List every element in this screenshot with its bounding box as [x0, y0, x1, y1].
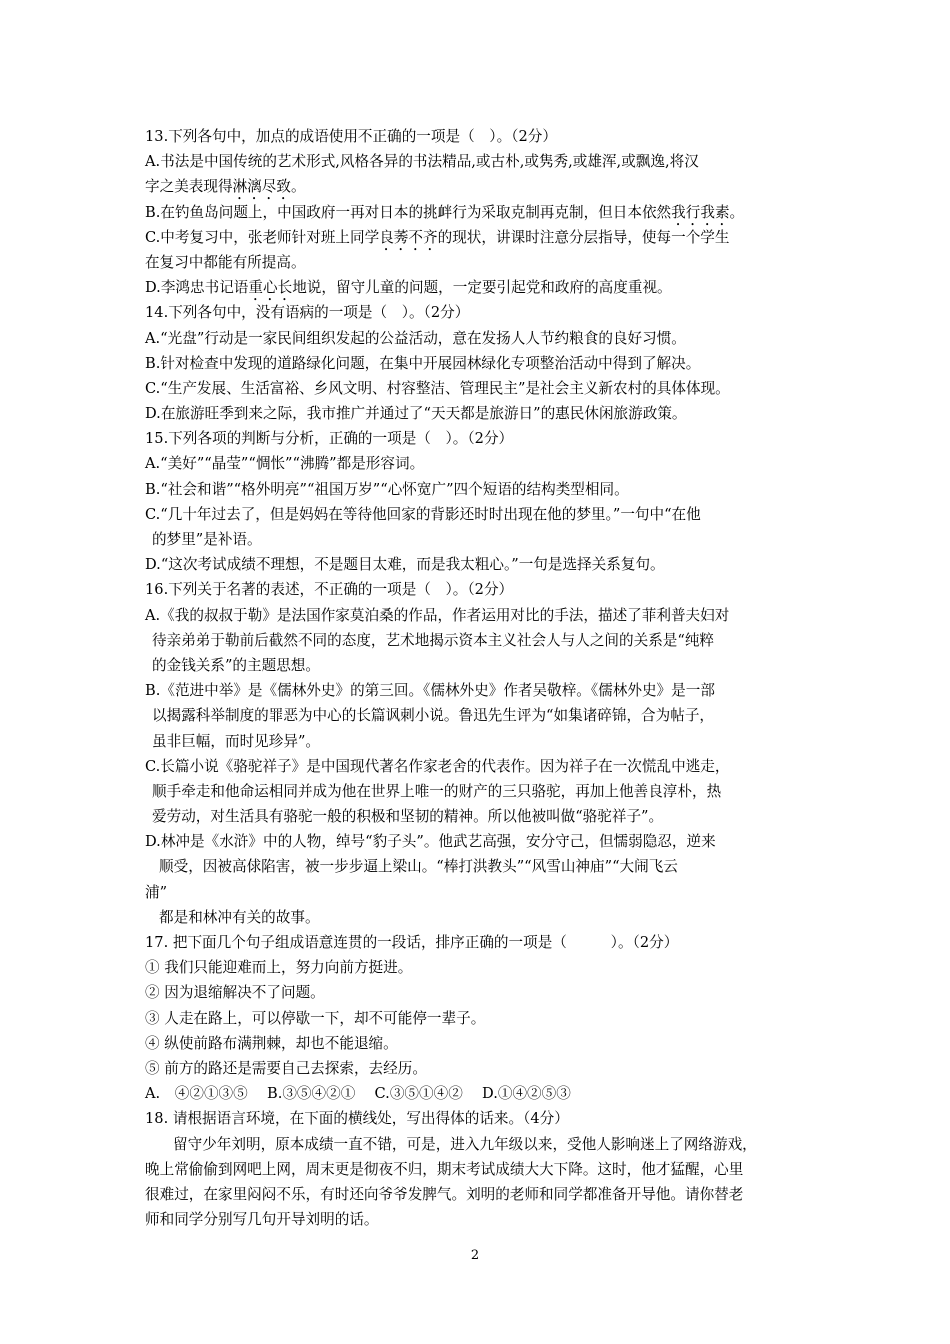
q18-passage-line2: 晚上常偷偷到网吧上网，周末更是彻夜不归，期末考试成绩大大下降。这时，他才猛醒，心里 [145, 1160, 744, 1178]
q16-option-d-line1: D.林冲是《水浒》中的人物，绰号“豹子头”。他武艺高强，安分守己，但懦弱隐忍，逆来 [145, 833, 716, 851]
q14-option-a: A.“光盘”行动是一家民间组织发起的公益活动，意在发扬人人节约粮食的良好习惯。 [145, 329, 686, 347]
q13-stem: 13.下列各句中，加点的成语使用不正确的一项是（ ）。（2分） [145, 128, 557, 145]
q17-options: A. ④②①③⑤ B.③⑤④②① C.③⑤①④② D.①④②⑤③ [145, 1085, 571, 1103]
q13-c-text: C.中考复习中，张老师针对班上同学 [145, 228, 380, 246]
page-number: 2 [470, 1248, 480, 1263]
q16-option-b-line1: B.《范进中举》是《儒林外史》的第三回。《儒林外史》作者吴敬梓。《儒林外史》是一部 [145, 682, 715, 700]
q16-option-a-line2: 待亲弟弟于勒前后截然不同的态度，艺术地揭示资本主义社会人与人之间的关系是“纯粹 [152, 631, 715, 649]
q15-option-c-line1: C.“几十年过去了，但是妈妈在等待他回家的背影还时时出现在他的梦里。”一句中“在他 [145, 505, 701, 523]
q15-option-a: A.“美好”“晶莹”“惆怅”“沸腾”都是形容词。 [145, 455, 425, 473]
q17-stem: 17. 把下面几个句子组成语意连贯的一段话，排序正确的一项是（ ）。（2分） [145, 934, 679, 951]
q16-option-a-line1: A.《我的叔叔于勒》是法国作家莫泊桑的作品，作者运用对比的手法，描述了菲利普夫妇对 [145, 606, 730, 624]
q18-passage-line1: 留守少年刘明，原本成绩一直不错，可是，进入九年级以来，受他人影响迷上了网络游戏， [173, 1135, 757, 1153]
q16-option-d-line4: 都是和林冲有关的故事。 [159, 908, 320, 926]
q13-option-d [145, 275, 825, 300]
q16-option-c-line1: C.长篇小说《骆驼祥子》是中国现代著名作家老舍的代表作。因为祥子在一次慌乱中逃走， [145, 757, 730, 775]
q18-passage-line4: 师和同学分别写几句开导刘明的话。 [145, 1211, 379, 1229]
q16-option-b-line3: 虽非巨幅，而时见珍异”。 [152, 732, 320, 750]
q17-sentence-4: ④ 纵使前路布满荆棘，却也不能退缩。 [145, 1034, 398, 1052]
q17-sentence-5: ⑤ 前方的路还是需要自己去探索，去经历。 [145, 1059, 427, 1077]
q16-option-d-line2: 顺受，因被高俅陷害，被一步步逼上梁山。“棒打洪教头”“风雪山神庙”“大闹飞云 [159, 858, 678, 876]
q14-option-b: B.针对检查中发现的道路绿化问题，在集中开展园林绿化专项整治活动中得到了解决。 [145, 354, 701, 372]
q13-option-a-line2 [145, 174, 825, 199]
q13-option-b [145, 200, 825, 225]
q16-stem: 16.下列关于名著的表述，不正确的一项是（ ）。（2分） [145, 581, 514, 599]
page-content [145, 124, 825, 1232]
q16-option-d-line3: 浦” [145, 883, 168, 901]
q13-option-a-line1: A.书法是中国传统的艺术形式,风格各异的书法精品,或古朴,或隽秀,或雄浑,或飘逸,将汉 [145, 153, 699, 171]
q16-option-a-line3: 的金钱关系”的主题思想。 [152, 656, 320, 674]
q16-option-c-line3: 爱劳动，对生活具有骆驼一般的积极和坚韧的精神。所以他被叫做“骆驼祥子”。 [152, 808, 664, 826]
q13-b-text: B.在钓鱼岛问题上，中国政府一再对日本的挑衅行为采取克制再克制，但日本依然 [145, 203, 672, 221]
q13-b-end: 。 [729, 203, 745, 221]
q13-a-dotted-idiom: 淋漓尽致 [232, 178, 291, 196]
q14-option-d: D.在旅游旺季到来之际，我市推广并通过了“天天都是旅游日”的惠民休闲旅游政策。 [145, 405, 687, 423]
q13-c-rest: 的现状，讲课时注意分层指导，使每一个学生 [437, 228, 730, 246]
q13-d-rest: 地说，留守儿童的问题，一定要引起党和政府的高度重视。 [292, 279, 672, 297]
q15-option-b: B.“社会和谐”“格外明亮”“祖国万岁”“心怀宽广”四个短语的结构类型相同。 [145, 480, 629, 498]
q13-b-dotted-idiom: 我行我素 [671, 203, 730, 221]
q15-option-c-line2: 的梦里”是补语。 [152, 531, 262, 548]
q17-sentence-3: ③ 人走在路上，可以停歇一下，却不可能停一辈子。 [145, 1009, 486, 1027]
q13-a-text: 字之美表现得 [145, 178, 233, 196]
q18-passage-line3: 很难过，在家里闷闷不乐，有时还向爷爷发脾气。刘明的老师和同学都准备开导他。请你替老 [145, 1185, 744, 1203]
q16-option-b-line2: 以揭露科举制度的罪恶为中心的长篇讽刺小说。鲁迅先生评为“如集诸碎锦，合为帖子， [152, 707, 715, 725]
q13-option-c-line1 [145, 225, 825, 250]
q14-stem: 14.下列各句中，没有语病的一项是（ ）。（2分） [145, 304, 470, 322]
q16-option-c-line2: 顺手牵走和他命运相同并成为他在世界上唯一的财产的三只骆驼，再加上他善良淳朴，热 [152, 782, 722, 800]
q17-sentence-1: ① 我们只能迎难而上，努力向前方挺进。 [145, 959, 413, 977]
q13-a-end: 。 [290, 178, 306, 196]
q18-stem: 18. 请根据语言环境，在下面的横线处，写出得体的话来。（4分） [145, 1110, 569, 1128]
q15-option-d: D.“这次考试成绩不理想，不是题目太难，而是我太粗心。”一句是选择关系复句。 [145, 556, 665, 574]
q15-stem: 15.下列各项的判断与分析，正确的一项是（ ）。（2分） [145, 430, 514, 448]
q13-d-dotted-idiom: 重心长 [248, 279, 293, 297]
q17-sentence-2: ② 因为退缩解决不了问题。 [145, 984, 325, 1002]
q13-d-text: D.李鸿忠书记语 [145, 279, 249, 297]
q13-option-c-line2: 在复习中都能有所提高。 [145, 253, 306, 271]
q13-c-dotted-idiom: 良莠不齐 [379, 228, 438, 246]
q14-option-c: C.“生产发展、生活富裕、乡风文明、村容整洁、管理民主”是社会主义新农村的具体体现。 [145, 379, 730, 397]
